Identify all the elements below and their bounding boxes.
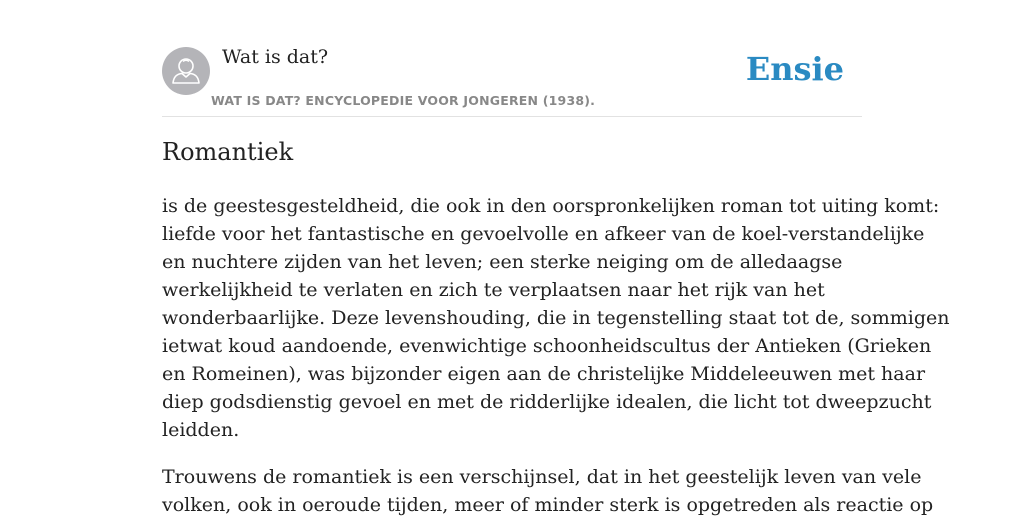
user-icon[interactable] xyxy=(162,47,210,95)
source-header xyxy=(162,0,862,117)
entry-paragraph-1 xyxy=(162,192,950,444)
entry-paragraph-2 xyxy=(162,463,934,519)
ensie-logo[interactable]: Ensie xyxy=(745,50,844,88)
paragraph-line: volken, ook in oeroude tijden, meer of minder sterk is opgetreden als reactie op xyxy=(162,494,934,516)
paragraph-line: en Romeinen), was bijzonder eigen aan de christelijke Middeleeuwen met haar xyxy=(162,363,926,385)
paragraph-line: diep godsdienstig gevoel en met de ridderlijke idealen, die licht tot dweepzucht xyxy=(162,391,932,413)
source-title[interactable]: Wat is dat? xyxy=(222,46,329,68)
paragraph-line: ietwat koud aandoende, evenwichtige schoonheidscultus der Antieken (Grieken xyxy=(162,335,932,357)
paragraph-line: is de geestesgesteldheid, die ook in den oorspronkelijken roman tot uiting komt: xyxy=(162,195,940,217)
entry-title: Romantiek xyxy=(162,138,294,166)
source-subtitle[interactable]: WAT IS DAT? ENCYCLOPEDIE VOOR JONGEREN (1938). xyxy=(211,93,596,108)
paragraph-line: leidden. xyxy=(162,419,240,441)
paragraph-line: Trouwens de romantiek is een verschijnsel, dat in het geestelijk leven van vele xyxy=(162,466,922,488)
paragraph-line: en nuchtere zijden van het leven; een sterke neiging om de alledaagse xyxy=(162,251,843,273)
paragraph-line: wonderbaarlijke. Deze levenshouding, die in tegenstelling staat tot de, sommigen xyxy=(162,307,950,329)
article-container xyxy=(162,0,950,516)
paragraph-line: liefde voor het fantastische en gevoelvolle en afkeer van de koel-verstandelijke xyxy=(162,223,925,245)
paragraph-line: werkelijkheid te verlaten en zich te verplaatsen naar het rijk van het xyxy=(162,279,825,301)
